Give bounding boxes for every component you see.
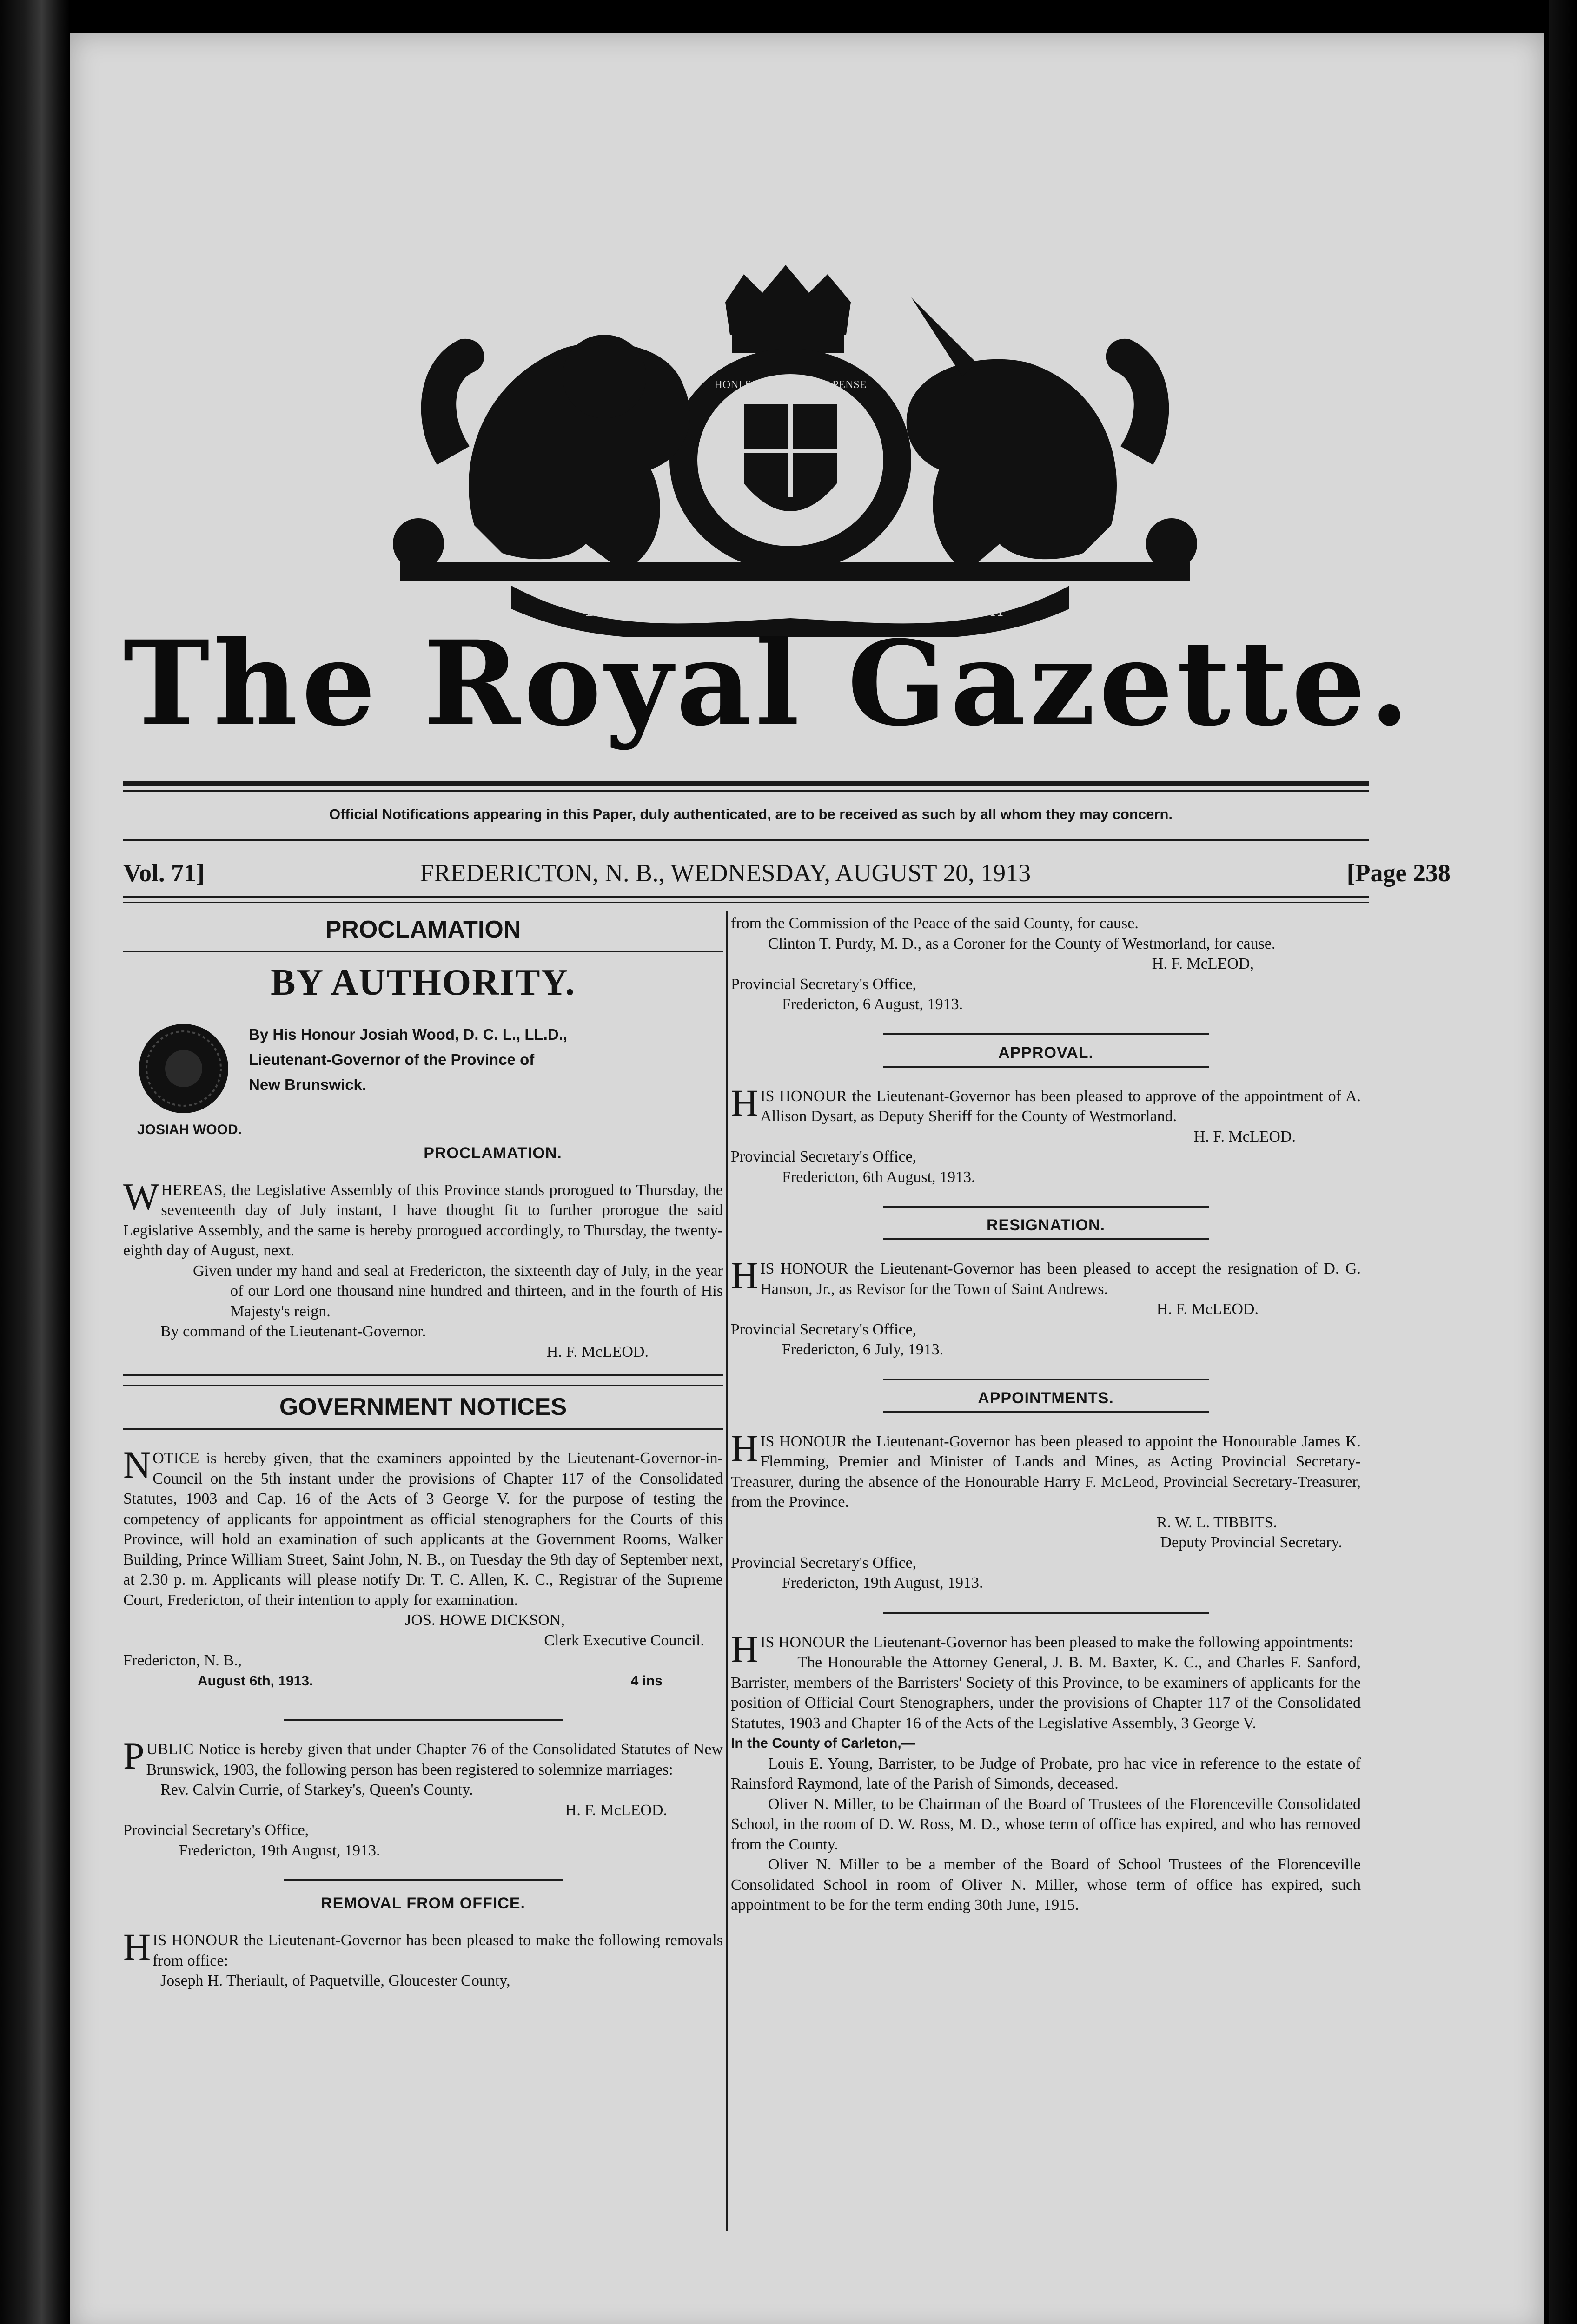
newspaper-title: The Royal Gazette.	[123, 615, 1414, 752]
governor-title-lines	[249, 1022, 567, 1097]
removal-office: Provincial Secretary's Office,	[731, 975, 917, 993]
notice-sig-name: JOS. HOWE DICKSON,	[405, 1611, 565, 1629]
appointment-1-text: IS HONOUR the Lieutenant-Governor has been pleased to appoint the Honourable James K. Flemming, Premier and Minister of Lands and Mines, as Acting Provincial Secretary-Treasurer, during the absence of the Honourable Harry F. McLeod, Provincial Secretary-Treasurer, from the Province.	[731, 1433, 1361, 1511]
registered-person: Rev. Calvin Currie, of Starkey's, Queen's County.	[160, 1781, 473, 1798]
removal-sig: H. F. McLEOD,	[1152, 955, 1254, 972]
masthead-rule-top-thin	[123, 790, 1369, 792]
proclamation-signature: H. F. McLEOD.	[546, 1343, 649, 1360]
notice-marriage-office: Provincial Secretary's Office,	[123, 1822, 309, 1839]
drop-cap: H	[731, 1426, 759, 1469]
signatory: JOSIAH WOOD.	[137, 1122, 242, 1137]
approval-header: APPROVAL.	[998, 1043, 1093, 1062]
removal-continued: from the Commission of the Peace of the said County, for cause.	[731, 915, 1139, 932]
government-notices-header: GOVERNMENT NOTICES	[279, 1393, 567, 1420]
royal-coat-of-arms-icon	[344, 265, 1241, 637]
dateline-rule-bottom-thin	[123, 902, 1369, 903]
removal-body-text: IS HONOUR the Lieutenant-Governor has been pleased to make the following removals from office:	[152, 1932, 723, 1969]
governor-seal-icon	[137, 1022, 230, 1115]
proclamation-body	[123, 1175, 723, 1261]
removal-body	[123, 1926, 723, 1971]
drop-cap: W	[123, 1175, 159, 1218]
masthead-rule-top	[123, 781, 1369, 786]
drop-cap: H	[731, 1627, 759, 1670]
removal-item-2: Clinton T. Purdy, M. D., as a Coroner for the County of Westmorland, for cause.	[768, 935, 1276, 952]
dateline: FREDERICTON, N. B., WEDNESDAY, AUGUST 20, 1913	[419, 859, 1031, 887]
notice-sig-title: Clerk Executive Council.	[544, 1631, 704, 1649]
approval-office: Provincial Secretary's Office,	[731, 1148, 917, 1165]
official-notice-line: Official Notifications appearing in this Paper, duly authenticated, are to be received as such by all whom they may concern.	[329, 806, 1173, 822]
resignation-body-text: IS HONOUR the Lieutenant-Governor has been pleased to accept the resignation of D. G. Hanson, Jr., as Revisor for the Town of Saint Andrews.	[760, 1260, 1361, 1298]
appointment-1-date: Fredericton, 19th August, 1913.	[782, 1574, 983, 1591]
proclamation-seal-row	[123, 1022, 723, 1115]
notice-divider	[883, 1238, 1209, 1240]
county-heading: In the County of Carleton,—	[731, 1736, 915, 1751]
page-number: [Page 238	[1346, 859, 1451, 887]
by-authority-title: BY AUTHORITY.	[271, 962, 576, 1003]
section-rule	[123, 1428, 723, 1430]
removal-header: REMOVAL FROM OFFICE.	[321, 1895, 525, 1912]
appointment-chairman: Oliver N. Miller, to be Chairman of the Board of Trustees of the Florenceville Consolidated School, in the room of D. W. Ross, M. D., whose term of office has expired, and who has removed from the County.	[731, 1795, 1361, 1853]
appointment-examiners: The Honourable the Attorney General, J. B. M. Baxter, K. C., and Charles F. Sanford, Barrister, members of the Barristers' Society of this Province, to be examiners of applicants for the position of Official Court Stenographers, under the provisions of Chapter 117 of the Consolidated Statutes, 1903 and Chapter 16 of the Acts of the Legislative Assembly, 3 George V.	[731, 1654, 1361, 1732]
appointment-probate: Louis E. Young, Barrister, to be Judge of Probate, pro hac vice in reference to the estate of Rainsford Raymond, late of the Parish of Simonds, deceased.	[731, 1755, 1361, 1792]
notice-divider	[883, 1612, 1209, 1614]
by-line-1: By His Honour Josiah Wood, D. C. L., LL.D.,	[249, 1026, 568, 1043]
proclamation-subheader: PROCLAMATION.	[424, 1144, 562, 1162]
dateline-rule-top	[123, 839, 1369, 841]
proclamation-body-text: HEREAS, the Legislative Assembly of this Province stands prorogued to Thursday, the seventeenth day of July instant, I have thought fit to further prorogue the said Legislative Assembly, and the same is hereby prorogued accordingly, to Thursday, the twenty-eighth day of August, next.	[123, 1181, 723, 1259]
left-column	[123, 913, 723, 1991]
notice-date-text: August 6th, 1913.	[198, 1673, 313, 1689]
notice-date	[123, 1671, 723, 1691]
volume-number: Vol. 71]	[123, 859, 205, 887]
appointment-1-sig: R. W. L. TIBBITS.	[1156, 1513, 1277, 1531]
appointment-1	[731, 1426, 1361, 1512]
resignation-sig: H. F. McLEOD.	[1156, 1301, 1259, 1318]
approval-body-text: IS HONOUR the Lieutenant-Governor has been pleased to approve of the appointment of A. Allison Dysart, as Deputy Sheriff for the County of Westmorland.	[760, 1087, 1361, 1125]
notice-place: Fredericton, N. B.,	[123, 1652, 242, 1669]
notice-divider	[883, 1033, 1209, 1035]
notice-divider	[284, 1719, 563, 1721]
notice-examination	[123, 1444, 723, 1610]
notice-divider	[284, 1879, 563, 1881]
notice-marriage	[123, 1735, 723, 1780]
proclamation-command: By command of the Lieutenant-Governor.	[160, 1323, 426, 1340]
motto-right: MON DROIT	[916, 602, 1005, 620]
appointments-header: APPOINTMENTS.	[978, 1389, 1114, 1407]
section-rule	[123, 951, 723, 952]
section-double-rule	[123, 1374, 723, 1386]
drop-cap: H	[123, 1926, 151, 1968]
notice-divider	[883, 1206, 1209, 1208]
removal-item: Joseph H. Theriault, of Paquetville, Gloucester County,	[160, 1972, 510, 1989]
resignation-body	[731, 1254, 1361, 1299]
drop-cap: N	[123, 1444, 151, 1486]
proclamation-given: Given under my hand and seal at Fredericton, the sixteenth day of July, in the year of our Lord one thousand nine hundred and thirteen, and in the fourth of His Majesty's reign.	[193, 1262, 723, 1320]
drop-cap: H	[731, 1081, 759, 1124]
approval-sig: H. F. McLEOD.	[1193, 1128, 1296, 1145]
approval-date: Fredericton, 6th August, 1913.	[782, 1168, 975, 1186]
proclamation-header: PROCLAMATION	[325, 916, 521, 943]
notice-marriage-text: UBLIC Notice is hereby given that under Chapter 76 of the Consolidated Statutes of New Brunswick, 1903, the following person has been registered to solemnize marriages:	[146, 1741, 723, 1778]
appointment-2	[731, 1627, 1361, 1670]
notice-divider	[883, 1066, 1209, 1068]
appointment-1-sig-title: Deputy Provincial Secretary.	[1160, 1534, 1342, 1551]
notice-divider	[883, 1411, 1209, 1413]
drop-cap: P	[123, 1735, 145, 1777]
notice-divider	[883, 1379, 1209, 1380]
dateline-rule-bottom	[123, 896, 1369, 898]
appointment-2-text: IS HONOUR the Lieutenant-Governor has been pleased to make the following appointments:	[760, 1633, 1353, 1651]
resignation-header: RESIGNATION.	[986, 1216, 1106, 1234]
notice-marriage-date: Fredericton, 19th August, 1913.	[179, 1842, 380, 1859]
removal-date: Fredericton, 6 August, 1913.	[782, 996, 963, 1013]
column-divider	[726, 911, 728, 2231]
garter-motto: HONI SOIT QUI MAL Y PENSE	[714, 379, 867, 391]
gazette-page	[70, 33, 1544, 2324]
right-page-edge	[1549, 0, 1577, 2324]
resignation-date: Fredericton, 6 July, 1913.	[782, 1341, 944, 1358]
insertions-note: 4 ins	[630, 1673, 663, 1689]
by-line-2: Lieutenant-Governor of the Province of	[249, 1051, 535, 1068]
notice-examination-text: OTICE is hereby given, that the examiners appointed by the Lieutenant-Governor-in-Council on the 5th instant under the provisions of Chapter 117 of the Consolidated Statutes, 1903 and Cap. 16 of the Acts of 3 George V. for the purpose of testing the competency of applicants for appointment as official stenographers for the Courts of this Province, will hold an examination of such applicants at the Government Rooms, Walker Building, Prince William Street, Saint John, N. B., on Tuesday the 9th day of September next, at 2.30 p. m. Applicants will please notify Dr. T. C. Allen, K. C., Registrar of the Supreme Court, Fredericton, of their intention to apply for examination.	[123, 1450, 723, 1609]
left-page-edge	[0, 0, 70, 2324]
notice-marriage-sig: H. F. McLEOD.	[565, 1801, 667, 1819]
right-column	[731, 913, 1361, 1915]
motto-left: DIEU ET MON	[586, 602, 688, 620]
resignation-office: Provincial Secretary's Office,	[731, 1320, 917, 1338]
appointment-trustee: Oliver N. Miller to be a member of the Board of School Trustees of the Florenceville Consolidated School in room of Oliver N. Miller, whose term of office has expired, such appointment to be for the term ending 30th June, 1915.	[731, 1856, 1361, 1914]
drop-cap: H	[731, 1254, 759, 1296]
approval-body	[731, 1081, 1361, 1127]
appointment-1-office: Provincial Secretary's Office,	[731, 1554, 917, 1571]
by-line-3: New Brunswick.	[249, 1076, 367, 1093]
